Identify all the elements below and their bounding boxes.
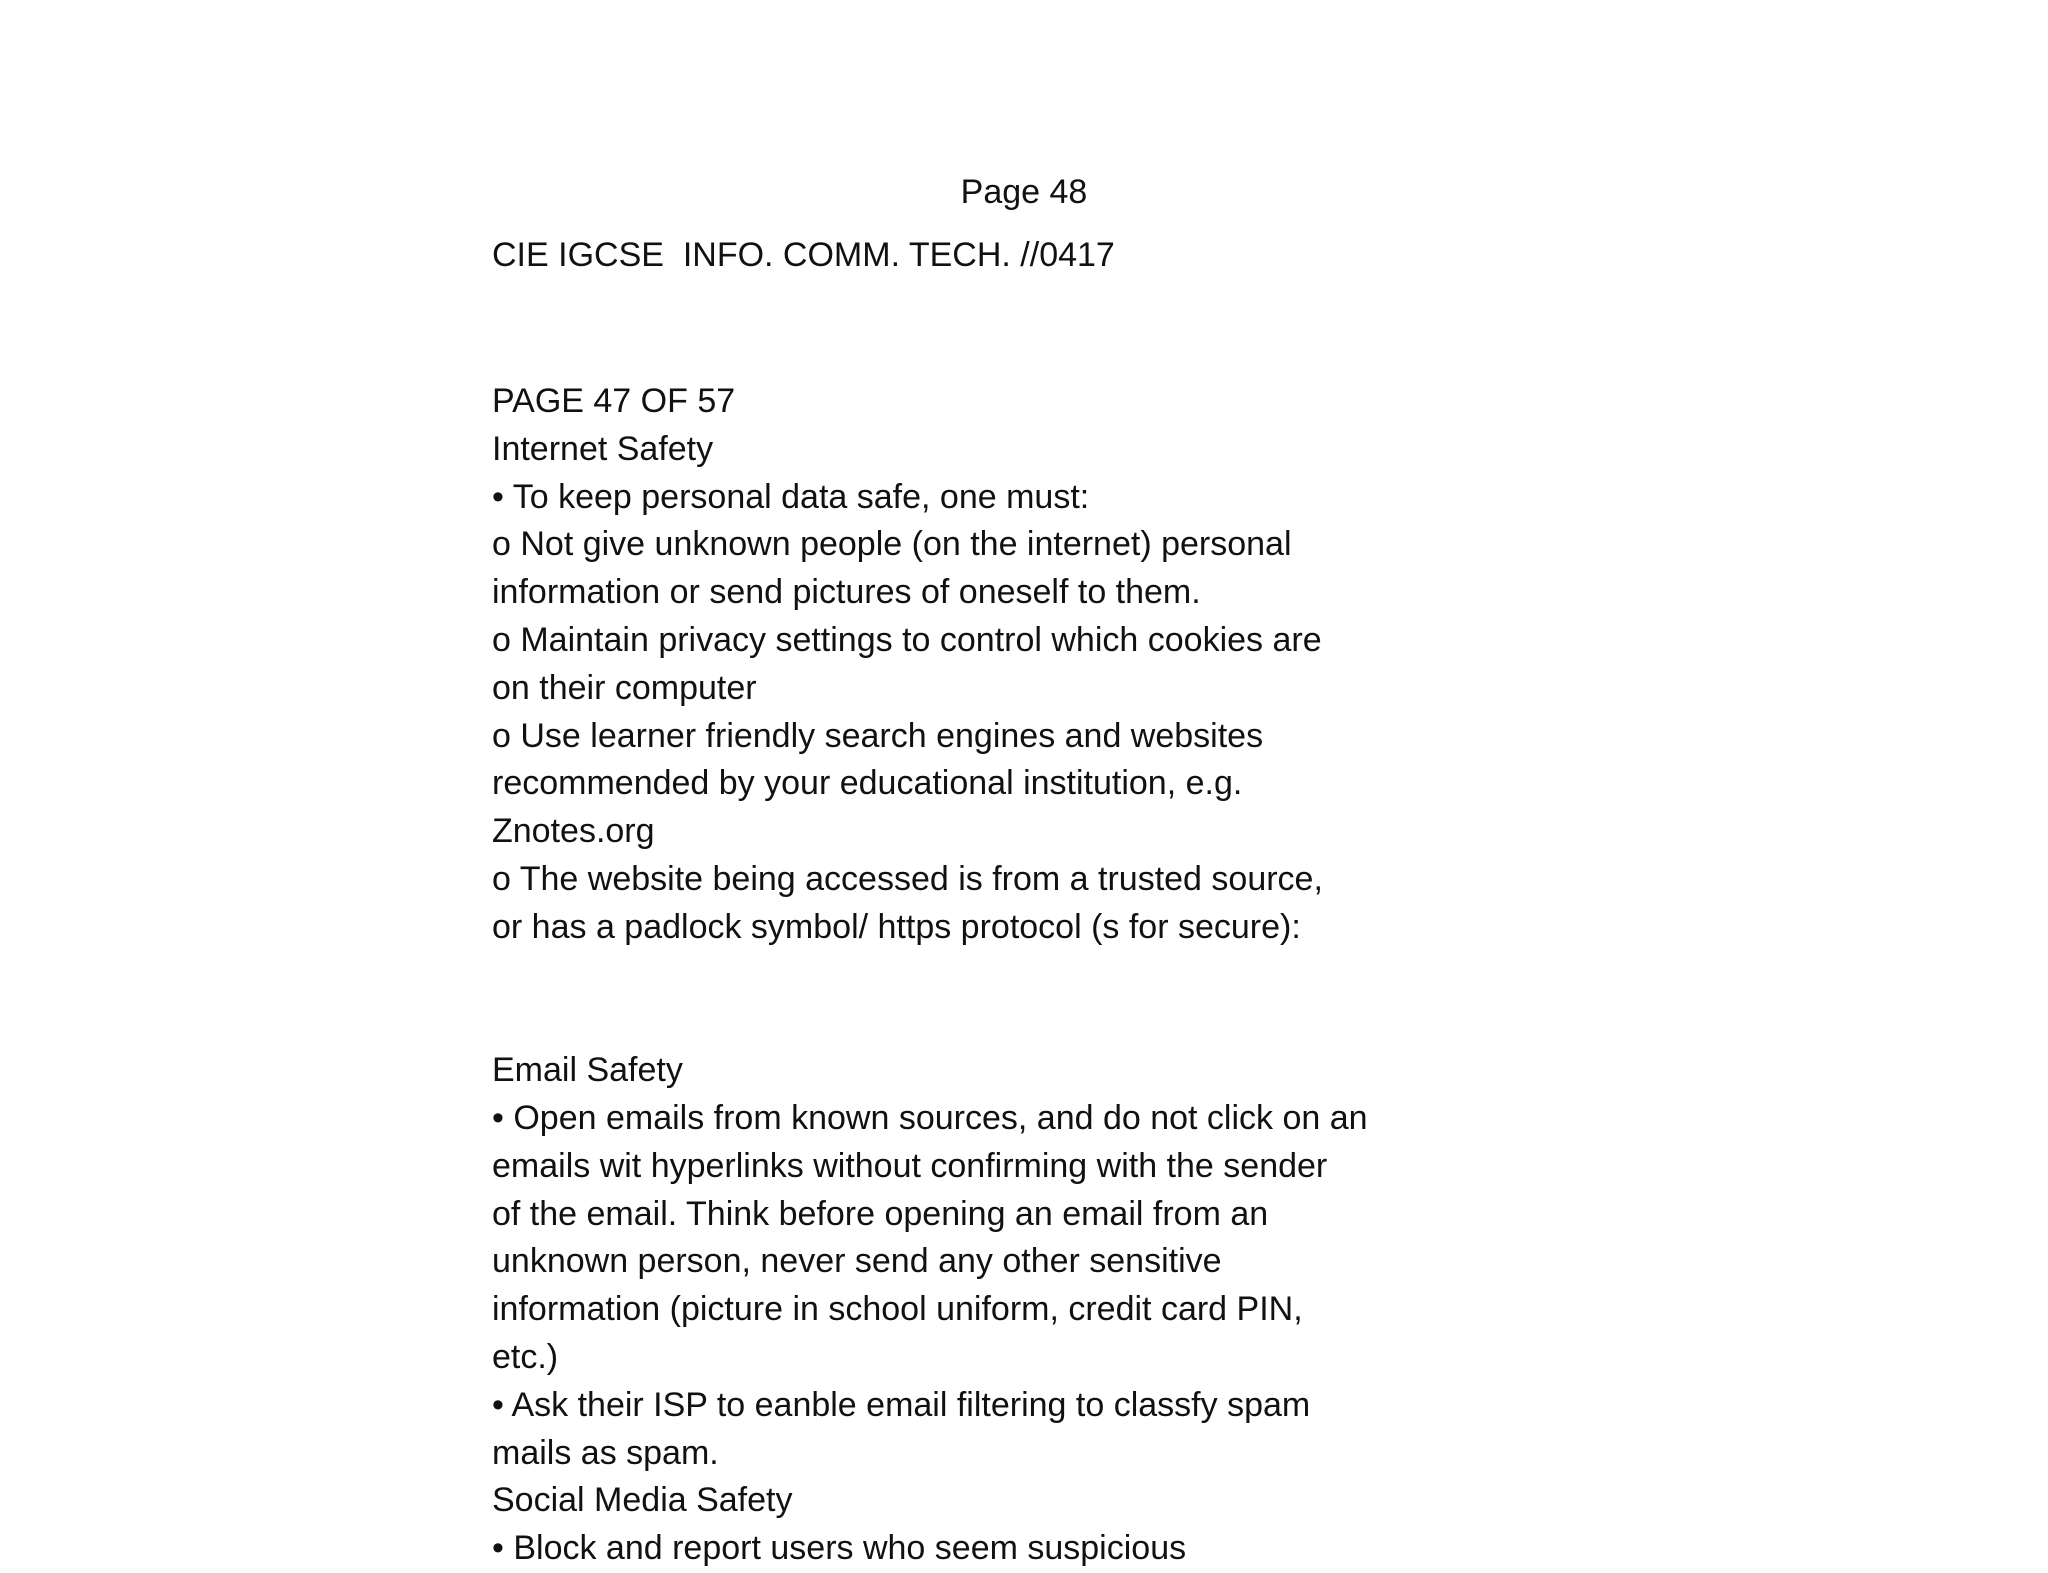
- body-line: • Open emails from known sources, and do not click on an: [492, 1098, 1368, 1137]
- body-line: unknown person, never send any other sensitive: [492, 1242, 1222, 1281]
- body-line: • Ask their ISP to eanble email filtering to classfy spam: [492, 1385, 1311, 1424]
- page-counter: PAGE 47 OF 57: [492, 382, 736, 420]
- body-line: information or send pictures of oneself to them.: [492, 573, 1201, 612]
- social-media-safety-heading: Social Media Safety: [492, 1481, 793, 1520]
- body-line: etc.): [492, 1337, 559, 1376]
- body-line: o Not give unknown people (on the internet) personal: [492, 525, 1292, 564]
- body-line: information (picture in school uniform, credit card PIN,: [492, 1290, 1303, 1329]
- body-line: emails wit hyperlinks without confirming with the sender: [492, 1146, 1328, 1185]
- body-line: on their computer: [492, 668, 757, 707]
- document-body: [492, 378, 1492, 1573]
- paragraph-gap: [492, 952, 1492, 1048]
- body-line: o Maintain privacy settings to control which cookies are: [492, 620, 1322, 659]
- body-line: o The website being accessed is from a trusted source,: [492, 859, 1323, 898]
- body-line: o Use learner friendly search engines and websites: [492, 716, 1264, 755]
- body-line: or has a padlock symbol/ https protocol (s for secure):: [492, 907, 1301, 946]
- page-number: Page 48: [960, 173, 1088, 211]
- body-line: • Block and report users who seem suspicious: [492, 1529, 1187, 1568]
- body-line: recommended by your educational institution, e.g.: [492, 764, 1243, 803]
- body-line: • To keep personal data safe, one must:: [492, 477, 1090, 516]
- body-line: Znotes.org: [492, 812, 655, 851]
- body-line: of the email. Think before opening an email from an: [492, 1194, 1269, 1233]
- document-header: CIE IGCSE INFO. COMM. TECH. //0417: [492, 236, 1115, 274]
- internet-safety-heading: Internet Safety: [492, 429, 714, 468]
- body-line: mails as spam.: [492, 1433, 719, 1472]
- email-safety-heading: Email Safety: [492, 1051, 683, 1090]
